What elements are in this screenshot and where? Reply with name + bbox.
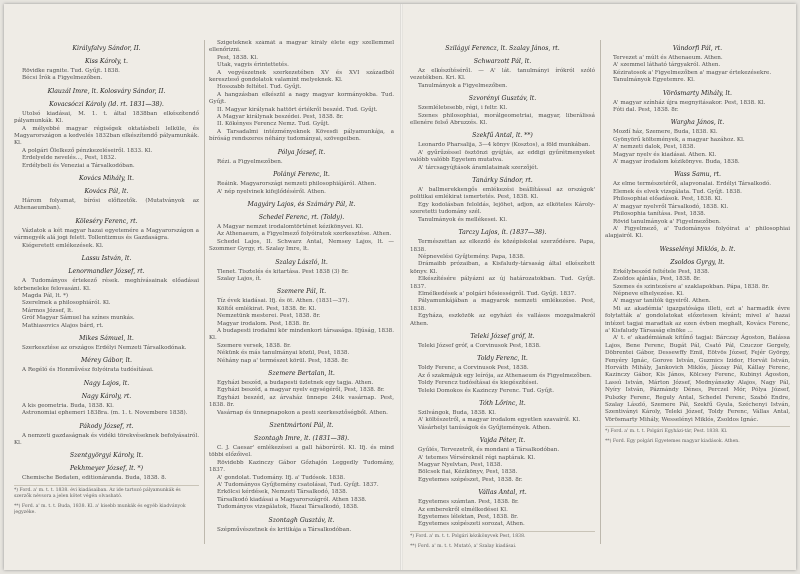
entry-text: Magyar irodalom. Pest, 1838. 8r.	[217, 320, 311, 327]
entry-text: Elkészítésére pályázni az új határozatokban. Tud. Gyűjt. 1837.	[410, 276, 595, 290]
entry-text: Egy kodolásban feloldás, lejöhet, adjon, az elköteles Károly-szeretetti tudomány szél.	[410, 201, 595, 216]
entry-text: II. Kökényes Ferencz Nemz. Tud. Gyűjt.	[217, 121, 330, 128]
entry-text: A budapesti irodalmi kör mindenkori társasága. Ifjúság, 1838. Kl.	[209, 327, 394, 342]
right-column-1	[410, 40, 595, 550]
entry-text: Magda Pál, lt. *)	[22, 292, 69, 299]
entry-text: Mathiasovics Alajos bárd, rt.	[22, 322, 104, 329]
entry-text: Egyetemes szépészeti sorozat, Athen.	[418, 521, 525, 528]
entry-heading: Vörösmarty Mihály, lt.	[663, 89, 732, 97]
entry-heading: Szontagh Imre, lt. (1831—38).	[253, 435, 350, 443]
entry-heading: Tanárky Sándor, rt.	[472, 177, 533, 185]
entry-heading: Teleki József gróf, lt.	[470, 332, 535, 340]
entry-text: Egyházi beszéd, a budapesti üzletnek egy tagja. Athen.	[217, 380, 374, 386]
entry-text: A' szemmel látható tárgyakról. Athen.	[613, 62, 721, 69]
footnote: **) Ford. a' m. t. t. Buda, 1838. Kl. a' kisebb munkák és egyéb kiadványok jegyzéke.	[14, 503, 186, 515]
entry-text: Tervezet a' múlt és Athenaeum. Athen.	[613, 55, 723, 61]
entry-text: Erkölcsi kérdések, Nemzeti Társalkodó, 1838.	[217, 489, 348, 496]
entry-text: Rövidke ragnite. Tud. Gyűjt. 1838.	[22, 68, 120, 74]
entry-text: Rézi. a Figyelmezőben.	[217, 158, 283, 165]
entry-heading: Pólya József, lt.	[277, 148, 326, 156]
entry-heading: Mérey Gábor, lt.	[80, 357, 133, 365]
entry-text: Gyűlés, Tervezetről, és mondani a Társalkodóban.	[418, 447, 560, 454]
entry-heading: Tóth Lőrinc, lt.	[479, 400, 526, 407]
entry-text: A' Figyelmező, a' Tudományos folyóirat a' philosophiai alapjairól. Kl.	[605, 225, 790, 240]
entry-text: Három folyamat, bírósi előfizetők. (Mutatványok az Athenaeumban).	[14, 198, 199, 212]
entry-text: A mélyebbé magyar régiségek oktatásbeli lelküle, és Magyarországon a kedvelés 1832ban elkészítendő pályamunkák. Kl.	[14, 125, 199, 147]
entry-text: Szigeteknek számát a magyar király élete egy szellemmel ellenőrizni.	[209, 40, 394, 54]
entry-heading: Kiss Károly, t.	[85, 58, 128, 65]
entry-text: Vasárnap és ünnepnapokon a pesti szerkesztőségből. Athen.	[217, 409, 388, 416]
column-rule	[600, 40, 601, 544]
entry-heading: Wesselényi Miklós, b. lt.	[659, 245, 736, 253]
entry-text: A Regéló és Honművész folyóirata tudósításai.	[22, 367, 154, 374]
entry-text: Szerkesztése az országos Erdélyi Nemzeti Társalkodónak.	[22, 344, 187, 351]
entry-text: Philosophiai előadások. Pest, 1838. Kl.	[613, 196, 723, 203]
entry-text: Szemere versek, 1838. 8r.	[217, 342, 291, 349]
entry-text: Bölcsek fiai, Kézikönyv, Pest, 1838.	[418, 469, 518, 476]
entry-text: Teleki József gróf, a Corvinusok Pest, 1838.	[418, 342, 541, 349]
entry-heading: Zsoldos Gyrgy, lt.	[670, 258, 725, 266]
column-rule	[204, 40, 205, 544]
entry-heading: Szemere Pál, lt.	[276, 288, 327, 296]
entry-text: Tanulmányok a Figyelmezőben.	[418, 82, 508, 89]
entry-heading: Szvorényi Gusztáv, lt.	[468, 95, 537, 103]
entry-heading: Vándorfi Pál, rt.	[672, 45, 723, 52]
entry-text: Pest, 1838. Kl.	[217, 54, 259, 61]
entry-text: Szerelmek a philosophiáról. Kl.	[22, 300, 111, 307]
entry-text: Elmélkedések a' polgári hősiességről. Tud. Gyűjt. 1837.	[418, 290, 576, 297]
entry-text: Fóti dal. Pest, 1838. 8r.	[613, 107, 679, 114]
entry-text: A Magyar nemzet irodalomtörténet kézikönyvei. Kl.	[217, 223, 364, 230]
entry-text: Az emberekről elmélkedései Kl.	[418, 506, 508, 513]
entry-text: A hangzásban elkészül a nagy magyar kormányokba. Tud. Gyűjt.	[209, 91, 394, 106]
entry-text: A vegyészetnek szerkezetében XV és XVI századból kereszteső gondolatok valamint melyeknek. Kl.	[209, 69, 394, 84]
entry-text: Szemes és szintezésre a' szaklapokban. Pápa, 1838. 8r.	[613, 283, 770, 290]
entry-text: Az ő szakmájuk egy leírója, az Athenaeum és Figyelmezőben.	[418, 372, 592, 379]
entry-heading: Kovacsóczi Károly (ld. rt. 1831—38).	[49, 100, 164, 108]
right-page	[410, 10, 790, 550]
footnote: *) Ford. a' m. t. t. 1838. évi kiadásaiban. Az ide tartozó pályamunkák és szerzők névsora a jelen kötet végén olvasható.	[14, 485, 199, 500]
left-column-2	[209, 40, 394, 550]
entry-text: Tlenet. Tisztelés és kitartása. Pest 1838 (3) 8r.	[217, 268, 349, 275]
footnote: *) Ford. a' m. t. t. Polgári Egyházi-tár, Pest. 1838. Kl.	[605, 426, 790, 435]
entry-heading: Schedel Ferenc, rt. (Toldy).	[258, 213, 345, 221]
entry-text: Nékünk és más tanulmányai közül, Pest, 1838.	[217, 350, 350, 357]
entry-heading: Lassu István, lt.	[81, 255, 132, 263]
entry-text: A' magyar színház újra megnyitásakor. Pest, 1838. Kl.	[613, 99, 766, 106]
entry-text: A' magyar nyelvről Társalkodó, 1838. Kl.	[613, 203, 729, 210]
entry-heading: Polányi Ferenc, lt.	[273, 171, 330, 179]
entry-text: A Tudományos értekező rések. meghívásainak előadásai körbeneleke felovasáni. Kl.	[14, 278, 199, 292]
entry-heading: Királyfalvy Sándor, II.	[72, 45, 141, 52]
entry-heading: Szilágyi Ferencz, lt. Szalay János, rt.	[445, 45, 560, 52]
entry-text: Erdélybeli és Veneziai a Társalkodóban.	[22, 162, 135, 169]
entry-heading: Pákody József, rt.	[79, 422, 134, 430]
entry-text: Egyetemes szépészet, Pest, 1838. 8r.	[418, 476, 523, 483]
entry-text: Chemische Bedaten, editionáranda. Buda, 1838. 8.	[22, 475, 167, 482]
entry-text: A' Tudományos Gyűjtemény csatolásai, Tud. Gyűjt. 1837.	[217, 482, 379, 489]
entry-text: Bécsi Írók a Figyelmezőben.	[22, 75, 103, 82]
entry-text: Magyar nyelv és kiadásai. Athen. Kl.	[613, 151, 717, 158]
entry-text: Egyházi beszéd, a magyar nyelv egységéről, Pest, 1838. 8r.	[217, 387, 385, 394]
entry-heading: Mikes Sámuel, lt.	[79, 334, 134, 342]
entry-text: Schedel Lajos, II. Schwarz Antal, Nemsey Lajos, lt. — Szommer Gyrgy, rt. Szalay Imre, lt.	[209, 238, 394, 253]
entry-heading: Szekfű Antal, lt. **)	[472, 132, 533, 140]
entry-text: Drámaibb prózaiban, a Kisfaludy-társaság által elkészített könyv. Kl.	[410, 261, 595, 275]
entry-heading: Szemere Bertalan, lt.	[268, 370, 335, 377]
entry-text: Szilvángok, Buda, 1838. Kl.	[418, 410, 497, 416]
entry-text: Utak, vagyis érintettetés.	[217, 62, 289, 69]
entry-heading: Wass Samu, rt.	[674, 171, 721, 179]
entry-text: Szemléletesebb, régi, i feltr. Kl.	[418, 105, 508, 112]
entry-text: A' magyar tanítók ügyeiről. Athen.	[613, 298, 711, 305]
entry-text: Rövidebb Kazinczy Gábor Gőzhajón Leggedly Tudomány, 1837.	[209, 459, 394, 474]
entry-text: Egyháza, eszközök az egyházi és vallásos mozgalmakról Athen.	[410, 313, 595, 327]
entry-text: Mozdí ház, Szemere, Buda, 1838. Kl.	[613, 129, 718, 136]
entry-text: Nemzetünk mesterei. Pest, 1838. 8r.	[217, 313, 321, 320]
entry-text: II. Magyar királynak hattört értékről beszéd. Tud. Gyűjt.	[217, 106, 378, 113]
entry-text: A' ballmerekkengős emlékezési beállítással az országok' politikai emlékirat ismertetés. Pest, 1838. Kl.	[410, 187, 595, 201]
entry-text: Leonardo Pharsalija, 3—4 könyv (Kosztos), a föld munkában.	[418, 142, 591, 149]
page-fold	[400, 4, 403, 570]
entry-heading: Tarczy Lajos, ít. (1837—38).	[458, 229, 547, 237]
entry-text: A Tarsadalmi intézményeknek Kövesdi pályamunkája, a bíróság rendszeres néhány tudományai, szövegeiben.	[209, 128, 394, 143]
entry-text: Népnevelési Gyűjtemény. Papa, 1838.	[418, 253, 525, 260]
entry-heading: Szalay László, lt.	[275, 258, 328, 266]
entry-text: Tíz évek kiadásai. Ifj. és öt. Athen. (1831—37).	[217, 298, 350, 305]
entry-text: Tudományos vizsgálatok, Hazai Társalkodó, 1838.	[217, 504, 359, 511]
entry-text: Tanulmányok és mellékesei. Kl.	[418, 216, 507, 223]
entry-text: Szalay Lajos, ít.	[217, 275, 262, 282]
entry-heading: Kovács Pál, lt.	[84, 188, 129, 196]
entry-text: Az Athenaeum, a Figyelmező folyóiratok szerkesztése. Athen.	[217, 231, 392, 238]
entry-text: Szépművészetnek és kritikája a Társalkodóban.	[217, 526, 352, 533]
entry-text: A' magyar írodalom kézikönyve. Buda, 1838.	[613, 159, 740, 166]
entry-text: Kiégeretett emlékezések. Kl.	[22, 242, 104, 249]
entry-text: Philosophia tanítása. Pest, 1838.	[613, 211, 706, 218]
entry-text: Költői emlékirat. Pest, 1838. 8r. Kl.	[217, 305, 317, 312]
entry-text: Toldy Ferenc, a Corvinusok Pest, 1838.	[418, 365, 529, 372]
entry-text: Tanulmányok Egyetemre. Kl.	[613, 77, 695, 84]
entry-text: Pályamunkájában a magyarok nemzeti emlékezése. Pest, 1838.	[410, 298, 595, 312]
right-column-2	[605, 40, 790, 550]
entry-heading: Vajda Péter, lt.	[479, 437, 526, 445]
entry-text: Zsoldos ajánlás, Pest, 1838. 8r.	[613, 276, 701, 283]
entry-text: A' gondolat. Tudomány. Ifj. a' Tudósok. 1838.	[217, 474, 345, 481]
entry-text: Vázlatok a két magyar hazai egyetemére a Magyarországon a vármegyék alá jogi felett. Tollentizmus és Gazdaságra.	[14, 227, 199, 242]
entry-text: Rövid tanulmányok a' Figyelmezőben.	[613, 218, 721, 225]
entry-text: Erkélybeszéd feltétele Pest, 1838.	[613, 268, 710, 275]
entry-text: A' tárcsagyújtások áramlatainak szerzőjét.	[418, 164, 539, 171]
left-column-1	[14, 40, 199, 550]
entry-text: A' nép nyelvinek kifejlődéséről. Athen.	[217, 188, 326, 195]
entry-text: A nemzeti gazdaságnak és vidéki törekvéseknek befolyásairól. Kl.	[14, 432, 199, 446]
entry-heading: Toldy Ferenc, lt.	[477, 355, 528, 363]
entry-text: Szenes philosophiai, morálgeometriai, magyar, liberálissá ellenére felső Abruzzés. Kl.	[410, 112, 595, 127]
left-page	[14, 10, 398, 550]
entry-text: Az elme természetéről, alapvonalai. Erdélyi Társalkodó.	[613, 181, 772, 188]
entry-text: A' t. e' akadémiának kitűnő tagjai: Bárczay Ágoston, Balássa Lajos, Bene Ferenc, Bugát Pál, Csató Pál, Czuczor Gergely, Döbrentei Gábor, Dessewffy Emil, Eötvös József, Fejér György, Fenyéry Ignác, Gorove István, Guzmics Izidor, Horvát István, Horváth Mihály, Jankovich Miklós, Jászay Pál, Kállay Ferenc, Kazinczy Gábor, Kis János, Kölcsey Ferenc, Kubinyi Ágoston, Lassú István, Márton József, Mednyánszky Alajos, Nagy Pál, Nyíry István, Pázmándy Dénes, Perczel Mór, Pólya József, Pulszky Ferenc, Reguly Antal, Schedel Ferenc, Szabó Endre, Szalay László, Szemere Pál, Szekfű Gyula, Széchenyi István, Szentiványi Károly, Teleki József, Toldy Ferenc, Vállas Antal, Vörösmarty Mihály, Wesselényi Miklós, Zsoldos Ignác.	[605, 335, 790, 423]
entry-text: Vásárhelyi tanúságok és Gyűjtemények. Athen.	[418, 424, 551, 431]
entry-text: A' gyűrűzéssel ösztönzi gyújtás, az eddigi gyűrétmenyeket valóbb valóbb Egyetem mutatva.	[410, 149, 595, 164]
entry-text: Társalkodó kiadásai a Magyarországról. Athen 1838.	[217, 496, 367, 503]
entry-text: Kéziratosok a' Figyelmezőben a' magyar értekezésekre.	[613, 69, 772, 76]
entry-text: A' tetemes Vérséreknél régi naptárak. Kl.	[418, 454, 536, 461]
entry-heading: Schwarzott Pál, lt.	[473, 58, 532, 65]
entry-heading: Klauzál Imre, lt. Kolosváry Sándor, II.	[47, 87, 166, 95]
entry-heading: Lenormandler József, rt.	[68, 268, 145, 276]
entry-heading: Szentgyörgyi Károly, lt.	[69, 452, 144, 460]
entry-heading: Wargha János, lt.	[670, 119, 725, 127]
footnote: **) Ford. Egy polgári Egyetemes magyar kiadások. Athen.	[605, 439, 740, 445]
entry-text: Toldy Ferencz tudósításai és kiegészítései.	[418, 380, 539, 387]
entry-text: Gyönyörű költemények, a magyar hazához. Kl.	[613, 136, 745, 143]
entry-heading: Magyáry Lajos, és Számáry Pál, lt.	[247, 200, 356, 208]
footnote: *) Ford. a' m. t. t. Polgári kézikönyvek Pest, 1838.	[410, 531, 595, 540]
entry-text: Erdelyelde nevelés..., Pest, 1832.	[22, 155, 117, 162]
entry-text: Természettan az elkezdő és középiskolai szerződésre. Papa, 1838.	[410, 239, 595, 253]
entry-text: Elemek és elvek vizsgálata. Tud. Gyűjt. 1838.	[613, 188, 742, 195]
entry-heading: Nagy Lajos, lt.	[83, 379, 130, 387]
entry-heading: Nagy Károly, rt.	[81, 392, 132, 400]
entry-text: Teleki Domokos és Kazinczy Ferenc. Tud. Gyűjt.	[418, 387, 555, 394]
entry-text: Mi az akadémia' igazgatósága illeti, ezt a' harmadik évre folytatták a' gondolatokat előzetesen kívánt; mivel a' hazai intézet tagjai maradtak az ezen évben meghalt, Kovács Ferenc, a' Kisfaludy Társaság elnöke ...	[605, 305, 790, 334]
entry-text: Az elkészítéséről. — A' lát. tanulmányi írókról szóló vezetékben. Kri. Kl.	[410, 68, 595, 82]
entry-text: A' nemzeti dalok, Pest, 1838.	[613, 144, 696, 151]
entry-heading: Köleséry Ferenc, rt.	[75, 217, 138, 225]
entry-heading: Szontagh Gusztáv, lt.	[268, 516, 335, 524]
entry-heading: Pekhmeyer József, lt. *)	[69, 465, 144, 473]
entry-heading: Szentmártoni Pál, lt.	[269, 422, 334, 430]
entry-text: Utolsó kiadásai, M. 1. t. által 1838ban elkészítendő pályamunkák. Kl.	[14, 110, 199, 125]
entry-text: Egyházi beszéd, az árvaház ünnepe 24ik vasárnap. Pest, 1838. 8r.	[209, 394, 394, 409]
entry-text: A polgári Ölelkező pénzkezeléseiről. 1833. Kl.	[22, 147, 153, 154]
entry-text: Népneve elhelyezése. Kl.	[613, 290, 684, 297]
entry-text: Egyetemes számtan. Pest, 1838. 8r.	[418, 499, 519, 506]
entry-text: Hosszabb feltétel. Tud. Gyűjt.	[217, 84, 302, 91]
entry-heading: Kovács Mihály, lt.	[79, 175, 134, 183]
entry-text: Astronomiai ephemeri 1838ra. (m. 1. t. Novembere 1838).	[22, 410, 188, 417]
entry-text: Egyetemes lélektan, Pest, 1838. 8r.	[418, 514, 518, 521]
entry-text: Gróf Magyar Sámuel ha színes munkás.	[22, 315, 135, 322]
entry-text: A' költészetről, a magyar irodalom egyetlen szavairól. Kl.	[418, 417, 581, 424]
entry-text: A kis geometria. Buda, 1838. Kl.	[22, 402, 114, 409]
entry-text: Néhány nap a' természet körül. Pest, 1838. 8r.	[217, 357, 349, 364]
entry-text: C. J. Caesar' emlékezései a gall háborúról. Kl. Ifj. és mind többi előzőivel.	[209, 445, 394, 459]
entry-text: Magyar Nyelvtan, Pest, 1838.	[418, 462, 503, 469]
footnote: **) Ford. a' m. t. t. Mutató, a' Szalay kiadásai.	[410, 543, 517, 549]
entry-heading: Vállas Antal, rt.	[478, 489, 527, 497]
entry-text: A Magyar királynak beszédei. Pest, 1838. 8r.	[217, 114, 344, 121]
entry-text: Reáink. Magyarországi nemzeti philosophiájáról. Athen.	[217, 181, 377, 188]
entry-text: Mármos József, lt.	[22, 307, 74, 314]
